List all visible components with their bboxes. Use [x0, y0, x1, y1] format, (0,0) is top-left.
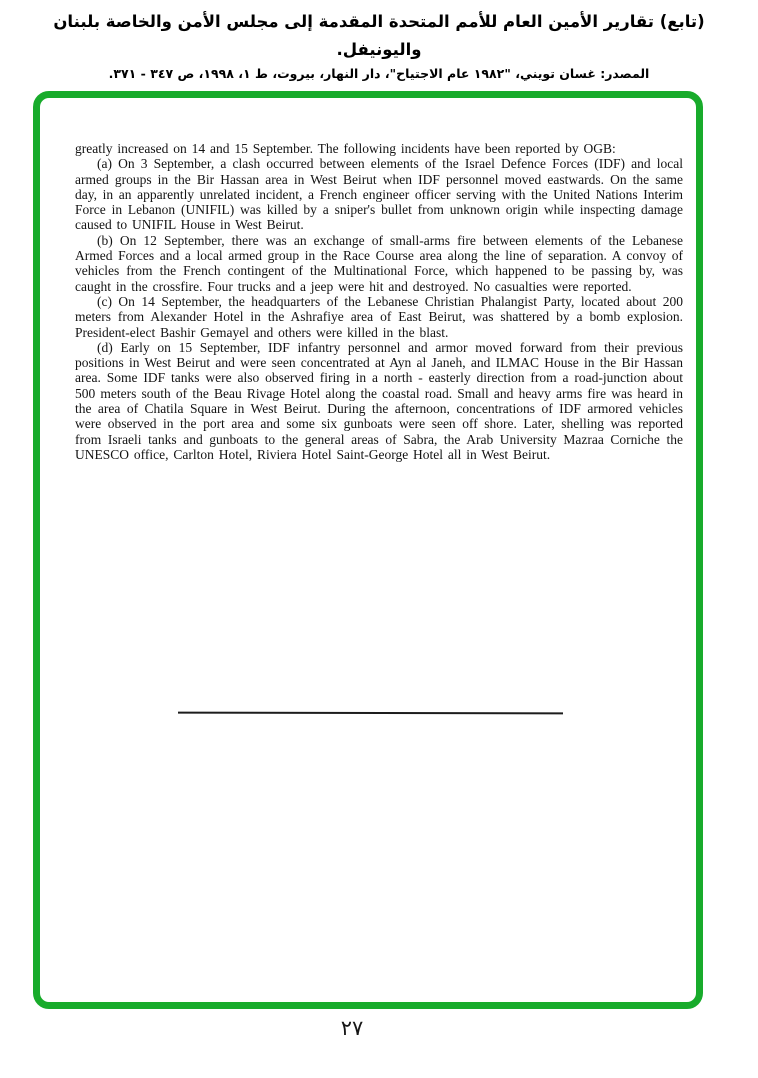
- page-header: [18, 8, 740, 83]
- body-text-block: [75, 141, 683, 462]
- page-number: ٢٧: [340, 1016, 364, 1040]
- header-title-arabic: (تابع) تقارير الأمين العام للأمم المتحدة المقدمة إلى مجلس الأمن والخاصة بلبنان واليونيفل.: [53, 12, 705, 59]
- paragraph-incident-a: (a) On 3 September, a clash occurred between elements of the Israel Defence Forces (IDF) and local armed groups in the Bir Hassan area in West Beirut when IDF personnel moved eastwards. On the same day, in an apparently unrelated incident, a French engineer officer serving with the United Nations Interim Force in Lebanon (UNIFIL) was killed by a sniper's bullet from unknown origin while inspecting damage caused to UNIFIL House in West Beirut.: [75, 156, 683, 233]
- header-source-citation-arabic: المصدر: غسان تويني، "١٩٨٢ عام الاجتياح"، دار النهار، بيروت، ط ١، ١٩٩٨، ص ٣٤٧ - ٣٧١.: [108, 66, 650, 81]
- paragraph-intro: greatly increased on 14 and 15 September. The following incidents have been reported by OGB:: [75, 141, 616, 156]
- paragraph-incident-b: (b) On 12 September, there was an exchange of small-arms fire between elements of the Lebanese Armed Forces and a local armed group in the Race Course area along the line of separation. A convoy of vehicles from the French contingent of the Multinational Force, which happened to be passing by, was caught in the crossfire. Four trucks and a jeep were hit and destroyed. No casualties were reported.: [75, 232, 683, 294]
- paragraph-incident-c: (c) On 14 September, the headquarters of the Lebanese Christian Phalangist Party, located about 200 meters from Alexander Hotel in the Ashrafiye area of East Beirut, was shattered by a bomb explosion. President-elect Bashir Gemayel and others were killed in the blast.: [75, 293, 683, 340]
- paragraph-incident-d: (d) Early on 15 September, IDF infantry personnel and armor moved forward from their previous positions in West Beirut and were seen concentrated at Ayn al Janeh, and ILMAC House in the Bir Hassan area. Some IDF tanks were also observed firing in a north - easterly direction from a road-junction about 500 meters south of the Beau Rivage Hotel along the coastal road. Small and heavy arms fire was heard in the area of Chatila Square in West Beirut. During the afternoon, concentrations of IDF armored vehicles were observed in the port area and some six gunboats were seen off shore. Later, shelling was reported from Israeli tanks and gunboats to the general areas of Sabra, the Arab University Mazraa Corniche the UNESCO office, Carlton Hotel, Riviera Hotel Saint-George Hotel all in West Beirut.: [75, 339, 683, 462]
